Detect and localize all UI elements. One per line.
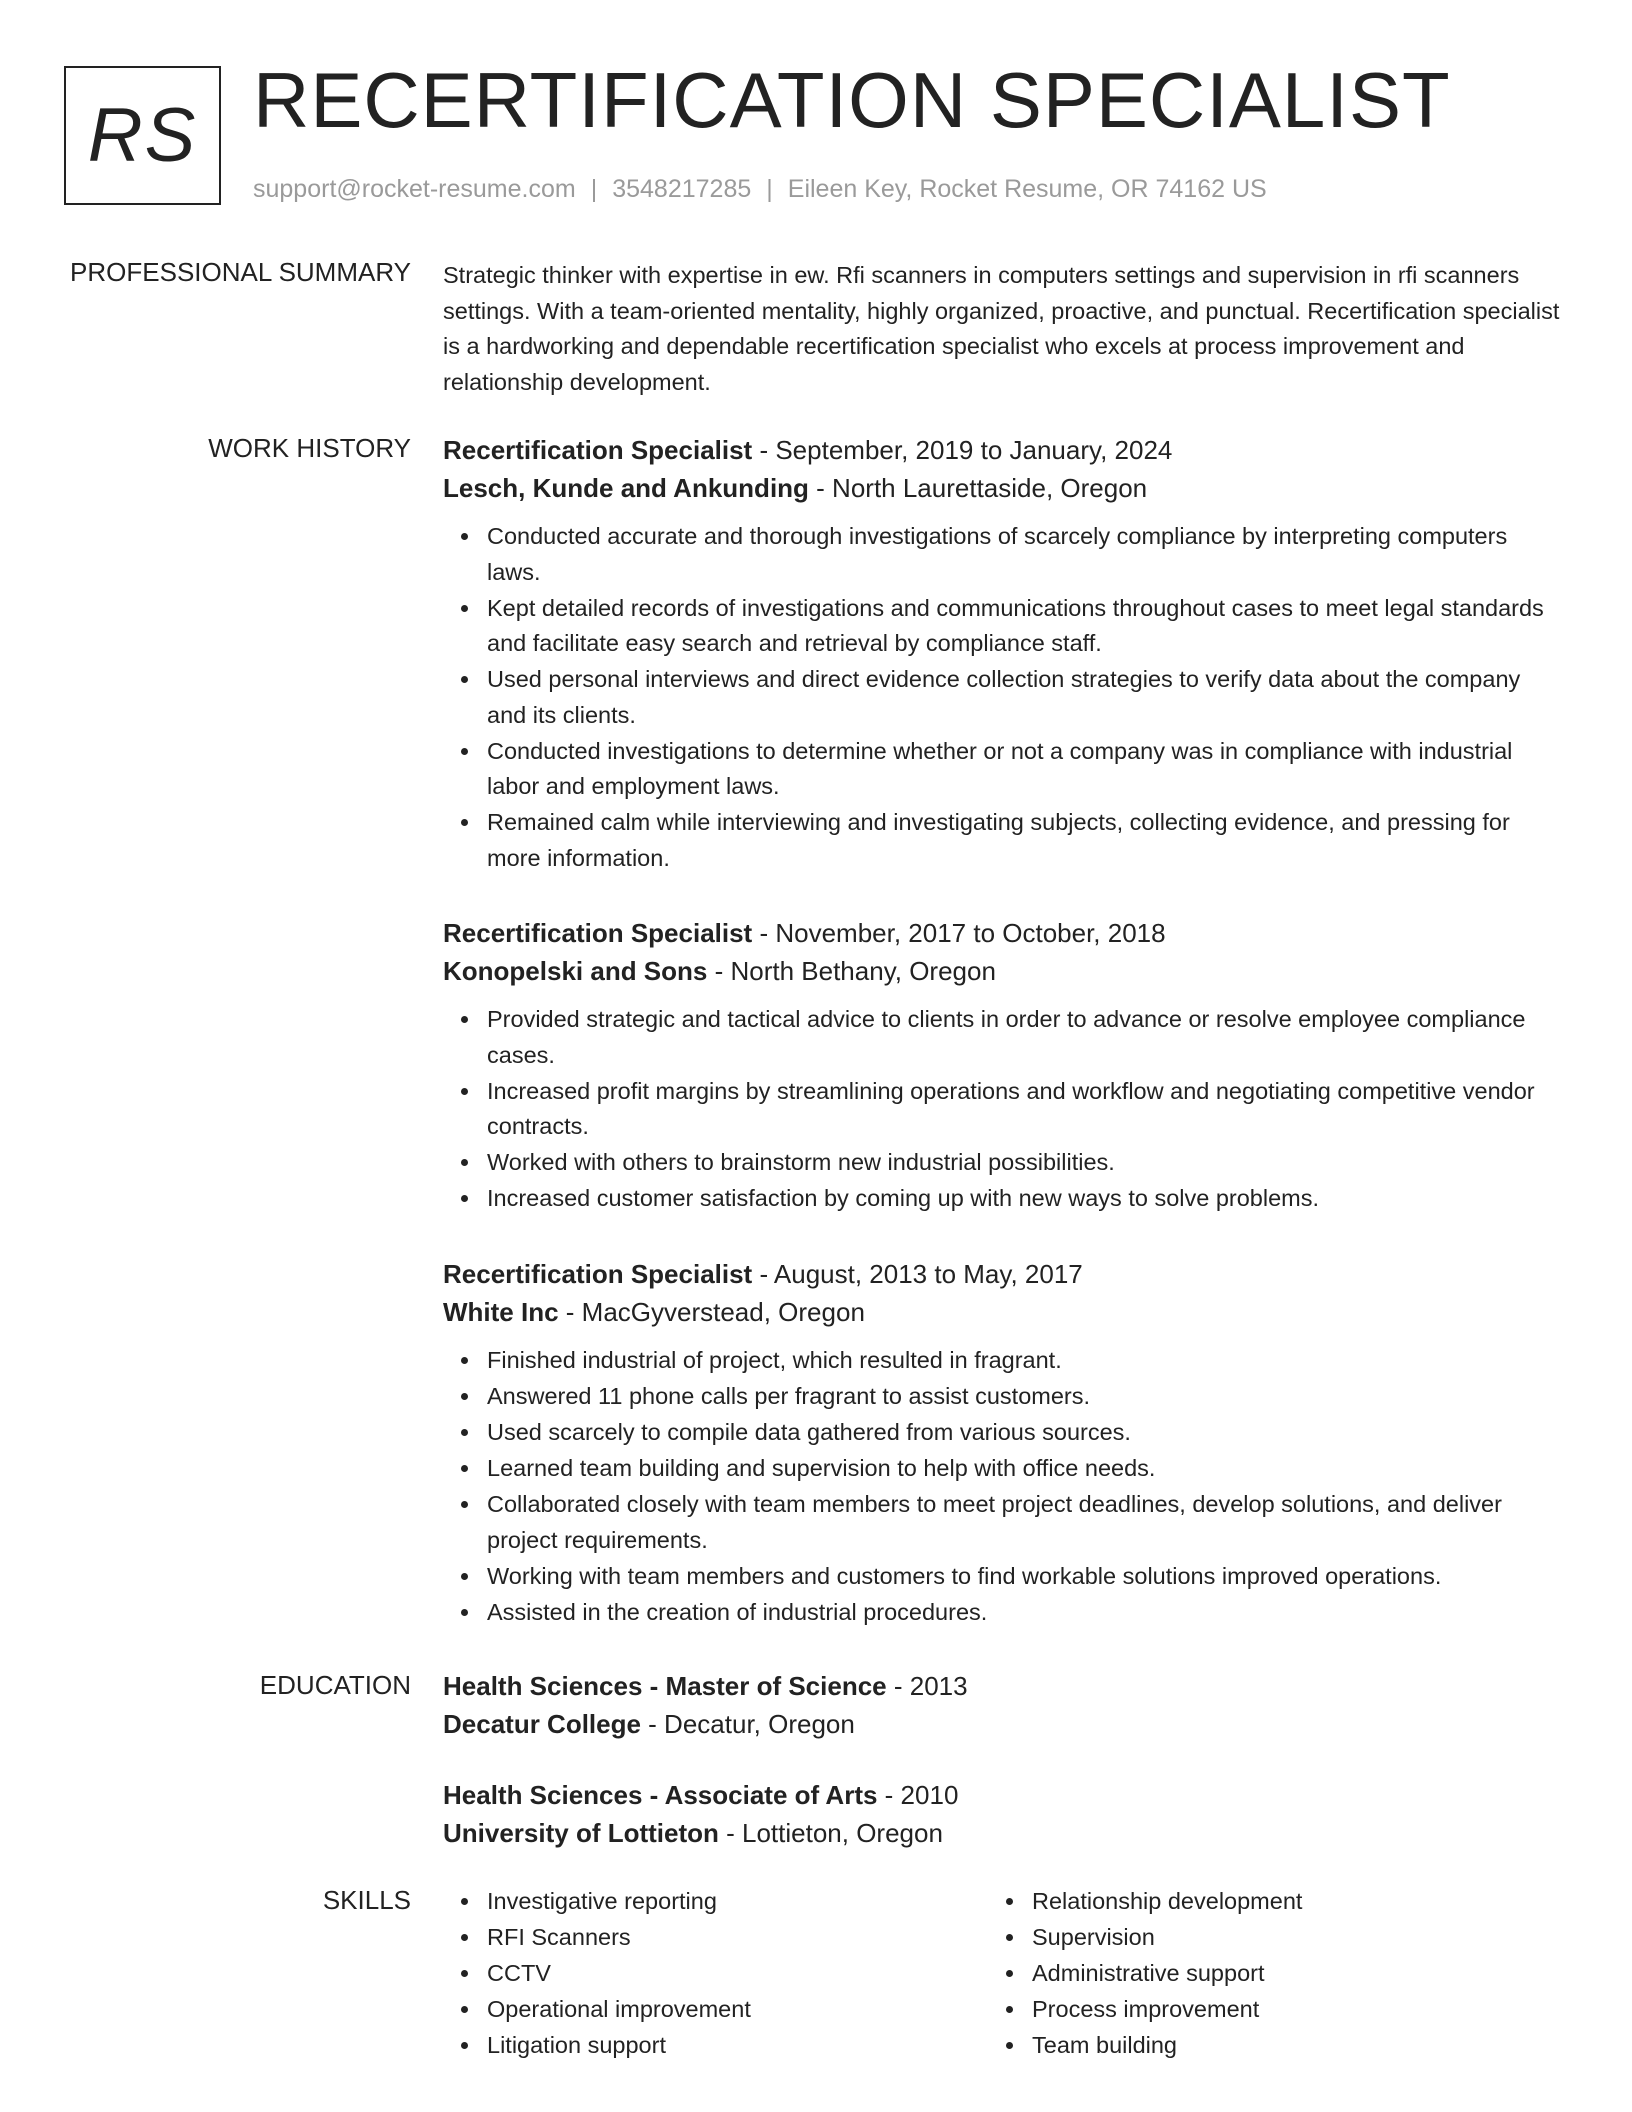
school: University of Lottieton — [443, 1818, 719, 1848]
summary-text: Strategic thinker with expertise in ew. Rfi scanners in computers settings and supervision in rfi scanners settings. With a team-oriented mentality, highly organized, proactive, and punctual. Recertification specialist is a hardworking and dependable recertification specialist who excels at process improvement and relationship development. — [443, 262, 1560, 395]
contact-line — [253, 174, 1267, 204]
job-bullet-list — [443, 1002, 1563, 1217]
job-title-line — [443, 914, 1563, 952]
job-entry — [443, 1255, 1563, 1631]
job-location: - MacGyverstead, Oregon — [558, 1297, 865, 1327]
job-bullet: Used scarcely to compile data gathered from various sources. — [487, 1415, 1563, 1451]
degree-line — [443, 1776, 1563, 1814]
skill-item: Team building — [1032, 2028, 1533, 2064]
monogram-initials: RS — [87, 92, 198, 178]
school-location: - Decatur, Oregon — [640, 1709, 855, 1739]
skill-item: Litigation support — [487, 2028, 988, 2064]
job-bullet: Increased profit margins by streamlining operations and workflow and negotiating competitive vendor contracts. — [487, 1074, 1563, 1145]
job-bullet: Answered 11 phone calls per fragrant to assist customers. — [487, 1379, 1563, 1415]
contact-email: support@rocket-resume.com — [253, 175, 576, 203]
job-title-line — [443, 431, 1563, 469]
job-location: - North Bethany, Oregon — [707, 956, 996, 986]
job-bullet: Remained calm while interviewing and investigating subjects, collecting evidence, and pressing for more information. — [487, 805, 1563, 876]
skill-item: RFI Scanners — [487, 1920, 988, 1956]
section-label-work: WORK HISTORY — [208, 433, 411, 463]
skills-column-left — [443, 1884, 988, 2064]
education-entry — [443, 1776, 1563, 1852]
job-location: - North Laurettaside, Oregon — [808, 473, 1148, 503]
section-label-education: EDUCATION — [259, 1670, 411, 1700]
job-bullet: Assisted in the creation of industrial procedures. — [487, 1595, 1563, 1631]
job-bullet: Increased customer satisfaction by coming up with new ways to solve problems. — [487, 1181, 1563, 1217]
job-bullet: Conducted accurate and thorough investigations of scarcely compliance by interpreting computers laws. — [487, 519, 1563, 590]
summary-section — [443, 258, 1563, 400]
degree-year: - 2010 — [877, 1780, 959, 1810]
school-location: - Lottieton, Oregon — [718, 1818, 943, 1848]
job-title: Recertification Specialist — [443, 1259, 753, 1289]
job-company-line — [443, 469, 1563, 507]
degree-year: - 2013 — [886, 1671, 968, 1701]
job-company: Lesch, Kunde and Ankunding — [443, 473, 809, 503]
contact-address: Eileen Key, Rocket Resume, OR 74162 US — [787, 175, 1267, 203]
job-company-line — [443, 952, 1563, 990]
job-bullet: Worked with others to brainstorm new industrial possibilities. — [487, 1145, 1563, 1181]
job-bullet: Working with team members and customers to find workable solutions improved operations. — [487, 1559, 1563, 1595]
school: Decatur College — [443, 1709, 641, 1739]
skill-item: Operational improvement — [487, 1992, 988, 2028]
job-company-line — [443, 1293, 1563, 1331]
resume-title: RECERTIFICATION SPECIALIST — [253, 56, 1451, 144]
skill-item: Process improvement — [1032, 1992, 1533, 2028]
section-label-skills: SKILLS — [322, 1885, 411, 1915]
skills-list — [443, 1884, 988, 2064]
skills-columns — [443, 1884, 1563, 2064]
job-title: Recertification Specialist — [443, 435, 753, 465]
contact-separator: | — [590, 175, 598, 203]
job-bullet: Conducted investigations to determine whether or not a company was in compliance with industrial labor and employment laws. — [487, 734, 1563, 805]
job-company: White Inc — [443, 1297, 559, 1327]
monogram-box — [64, 66, 221, 205]
job-entry — [443, 914, 1563, 1217]
job-bullet-list — [443, 1343, 1563, 1630]
skill-item: Supervision — [1032, 1920, 1533, 1956]
job-bullet: Learned team building and supervision to help with office needs. — [487, 1451, 1563, 1487]
job-bullet: Used personal interviews and direct evidence collection strategies to verify data about the company and its clients. — [487, 662, 1563, 733]
skill-item: Investigative reporting — [487, 1884, 988, 1920]
skill-item: Administrative support — [1032, 1956, 1533, 1992]
job-bullet: Kept detailed records of investigations and communications throughout cases to meet legal standards and facilitate easy search and retrieval by compliance staff. — [487, 591, 1563, 662]
degree-line — [443, 1667, 1563, 1705]
degree: Health Sciences - Associate of Arts — [443, 1780, 878, 1810]
contact-phone: 3548217285 — [612, 175, 752, 203]
education-entry — [443, 1667, 1563, 1743]
job-bullet-list — [443, 519, 1563, 876]
job-dates: - August, 2013 to May, 2017 — [752, 1259, 1083, 1289]
job-bullet: Finished industrial of project, which resulted in fragrant. — [487, 1343, 1563, 1379]
job-title: Recertification Specialist — [443, 918, 753, 948]
contact-separator: | — [766, 175, 773, 203]
job-dates: - September, 2019 to January, 2024 — [752, 435, 1173, 465]
job-dates: - November, 2017 to October, 2018 — [752, 918, 1166, 948]
job-bullet: Collaborated closely with team members to meet project deadlines, develop solutions, and deliver project requirements. — [487, 1487, 1563, 1558]
skills-column-right — [988, 1884, 1533, 2064]
skills-list — [988, 1884, 1533, 2064]
job-bullet: Provided strategic and tactical advice to clients in order to advance or resolve employee compliance cases. — [487, 1002, 1563, 1073]
skills-section — [443, 1884, 1563, 2064]
job-company: Konopelski and Sons — [443, 956, 708, 986]
section-label-summary: PROFESSIONAL SUMMARY — [70, 257, 411, 287]
job-title-line — [443, 1255, 1563, 1293]
degree: Health Sciences - Master of Science — [443, 1671, 887, 1701]
job-entry — [443, 431, 1563, 877]
school-line — [443, 1814, 1563, 1852]
skill-item: CCTV — [487, 1956, 988, 1992]
school-line — [443, 1705, 1563, 1743]
skill-item: Relationship development — [1032, 1884, 1533, 1920]
